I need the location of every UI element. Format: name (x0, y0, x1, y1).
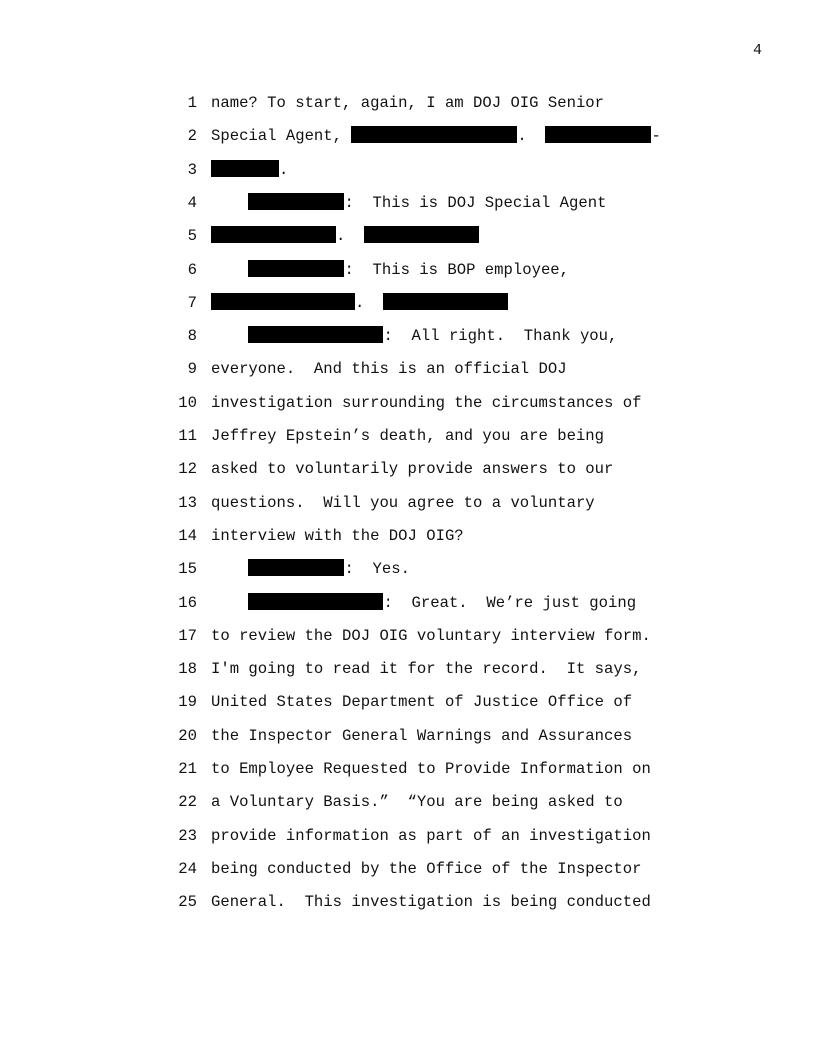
line-text (211, 420, 604, 453)
line-number: 9 (187, 360, 197, 379)
line-number: 5 (187, 227, 197, 246)
redaction-box (248, 193, 344, 210)
text-segment: interview with the DOJ OIG? (211, 526, 464, 545)
redaction-box (545, 126, 651, 143)
text-segment: : All right. Thank you, (383, 327, 618, 346)
transcript-line (0, 686, 816, 719)
line-text (211, 720, 632, 753)
line-text (211, 786, 623, 819)
transcript-line (0, 320, 816, 353)
redaction-box (211, 293, 355, 310)
text-segment: investigation surrounding the circumstances of (211, 393, 642, 412)
page-number: 4 (752, 42, 762, 59)
text-segment: . (279, 160, 289, 179)
line-number: 20 (178, 726, 197, 745)
line-text (211, 220, 479, 253)
transcript-line (0, 820, 816, 853)
text-segment: General. This investigation is being conducted (211, 893, 651, 912)
text-segment: . (517, 127, 546, 146)
line-text (211, 387, 641, 420)
text-segment: United States Department of Justice Office of (211, 693, 633, 712)
line-number: 12 (178, 460, 197, 479)
transcript-line (0, 287, 816, 320)
text-segment: questions. Will you agree to a voluntary (211, 493, 595, 512)
line-number: 14 (178, 526, 197, 545)
line-text (211, 87, 604, 120)
transcript-line (0, 154, 816, 187)
line-text (211, 254, 569, 287)
line-number: 22 (178, 793, 197, 812)
line-number: 25 (178, 893, 197, 912)
text-segment: : Great. We’re just going (383, 593, 637, 612)
text-segment: : This is DOJ Special Agent (344, 193, 607, 212)
line-number: 24 (178, 859, 197, 878)
line-text (211, 587, 636, 620)
text-segment (211, 594, 248, 612)
redaction-box (248, 559, 344, 576)
line-text (211, 487, 595, 520)
line-number: 4 (187, 193, 197, 212)
text-segment: - (651, 127, 661, 146)
text-segment (211, 560, 248, 578)
transcript-line (0, 353, 816, 386)
text-segment: provide information as part of an investigation (211, 826, 651, 845)
transcript-line (0, 420, 816, 453)
line-text (211, 820, 651, 853)
transcript-line (0, 786, 816, 819)
transcript-line (0, 87, 816, 120)
line-number: 1 (187, 94, 197, 112)
transcript-line (0, 254, 816, 287)
line-number: 19 (178, 693, 197, 712)
text-segment: asked to voluntarily provide answers to our (211, 460, 614, 479)
text-segment: . (355, 293, 384, 312)
line-text (211, 853, 641, 886)
line-text (211, 320, 617, 353)
line-text (211, 353, 567, 386)
line-number: 2 (187, 127, 197, 146)
line-number: 17 (178, 626, 197, 645)
transcript-line (0, 120, 816, 153)
text-segment (211, 327, 248, 345)
transcript-line (0, 453, 816, 486)
text-segment: everyone. And this is an official DOJ (211, 360, 567, 379)
line-text (211, 120, 661, 153)
text-segment (211, 261, 248, 279)
transcript-line (0, 753, 816, 786)
text-segment: Jeffrey Epstein’s death, and you are being (211, 427, 605, 445)
line-text (211, 553, 410, 586)
redaction-box (211, 160, 279, 177)
line-text (211, 686, 632, 719)
line-text (211, 653, 641, 686)
text-segment: the Inspector General Warnings and Assurances (211, 726, 633, 745)
transcript-line (0, 187, 816, 220)
line-number: 7 (187, 293, 197, 312)
line-text (211, 453, 613, 486)
line-text (211, 620, 651, 653)
transcript-line (0, 653, 816, 686)
line-number: 18 (178, 660, 197, 679)
redaction-box (211, 226, 336, 243)
text-segment (211, 194, 248, 212)
transcript-line (0, 553, 816, 586)
line-text (211, 520, 464, 553)
line-text (211, 154, 288, 187)
line-number: 13 (178, 493, 197, 512)
line-text (211, 187, 606, 220)
line-number: 21 (178, 760, 197, 778)
text-segment: name? To start, again, I am DOJ OIG Senior (211, 94, 605, 112)
redaction-box (364, 226, 479, 243)
transcript-line (0, 720, 816, 753)
line-text (211, 753, 651, 786)
redaction-box (248, 260, 344, 277)
line-number: 10 (178, 393, 197, 412)
line-number: 3 (187, 160, 197, 179)
transcript-line (0, 387, 816, 420)
line-number: 11 (178, 427, 197, 445)
text-segment: being conducted by the Office of the Inspector (211, 859, 642, 878)
line-text (211, 287, 508, 320)
text-segment: a Voluntary Basis.” “You are being asked to (211, 793, 623, 812)
transcript-line (0, 220, 816, 253)
line-number: 6 (187, 260, 197, 279)
redaction-box (351, 126, 517, 143)
text-segment: I'm going to read it for the record. It says, (211, 660, 642, 679)
line-text (211, 886, 651, 919)
transcript-line (0, 487, 816, 520)
transcript-line (0, 886, 816, 919)
text-segment: Special Agent, (211, 127, 352, 146)
text-segment: to review the DOJ OIG voluntary interview form. (211, 626, 651, 645)
text-segment: to Employee Requested to Provide Information on (211, 760, 651, 778)
text-segment: : Yes. (344, 560, 410, 579)
redaction-box (383, 293, 508, 310)
transcript-line (0, 620, 816, 653)
transcript-line (0, 520, 816, 553)
text-segment: . (336, 227, 365, 246)
redaction-box (248, 593, 383, 610)
line-number: 15 (178, 560, 197, 579)
transcript-line (0, 587, 816, 620)
redaction-box (248, 326, 383, 343)
line-number: 16 (178, 593, 197, 612)
transcript-line (0, 853, 816, 886)
line-number: 8 (187, 327, 197, 346)
text-segment: : This is BOP employee, (344, 260, 570, 279)
line-number: 23 (178, 826, 197, 845)
